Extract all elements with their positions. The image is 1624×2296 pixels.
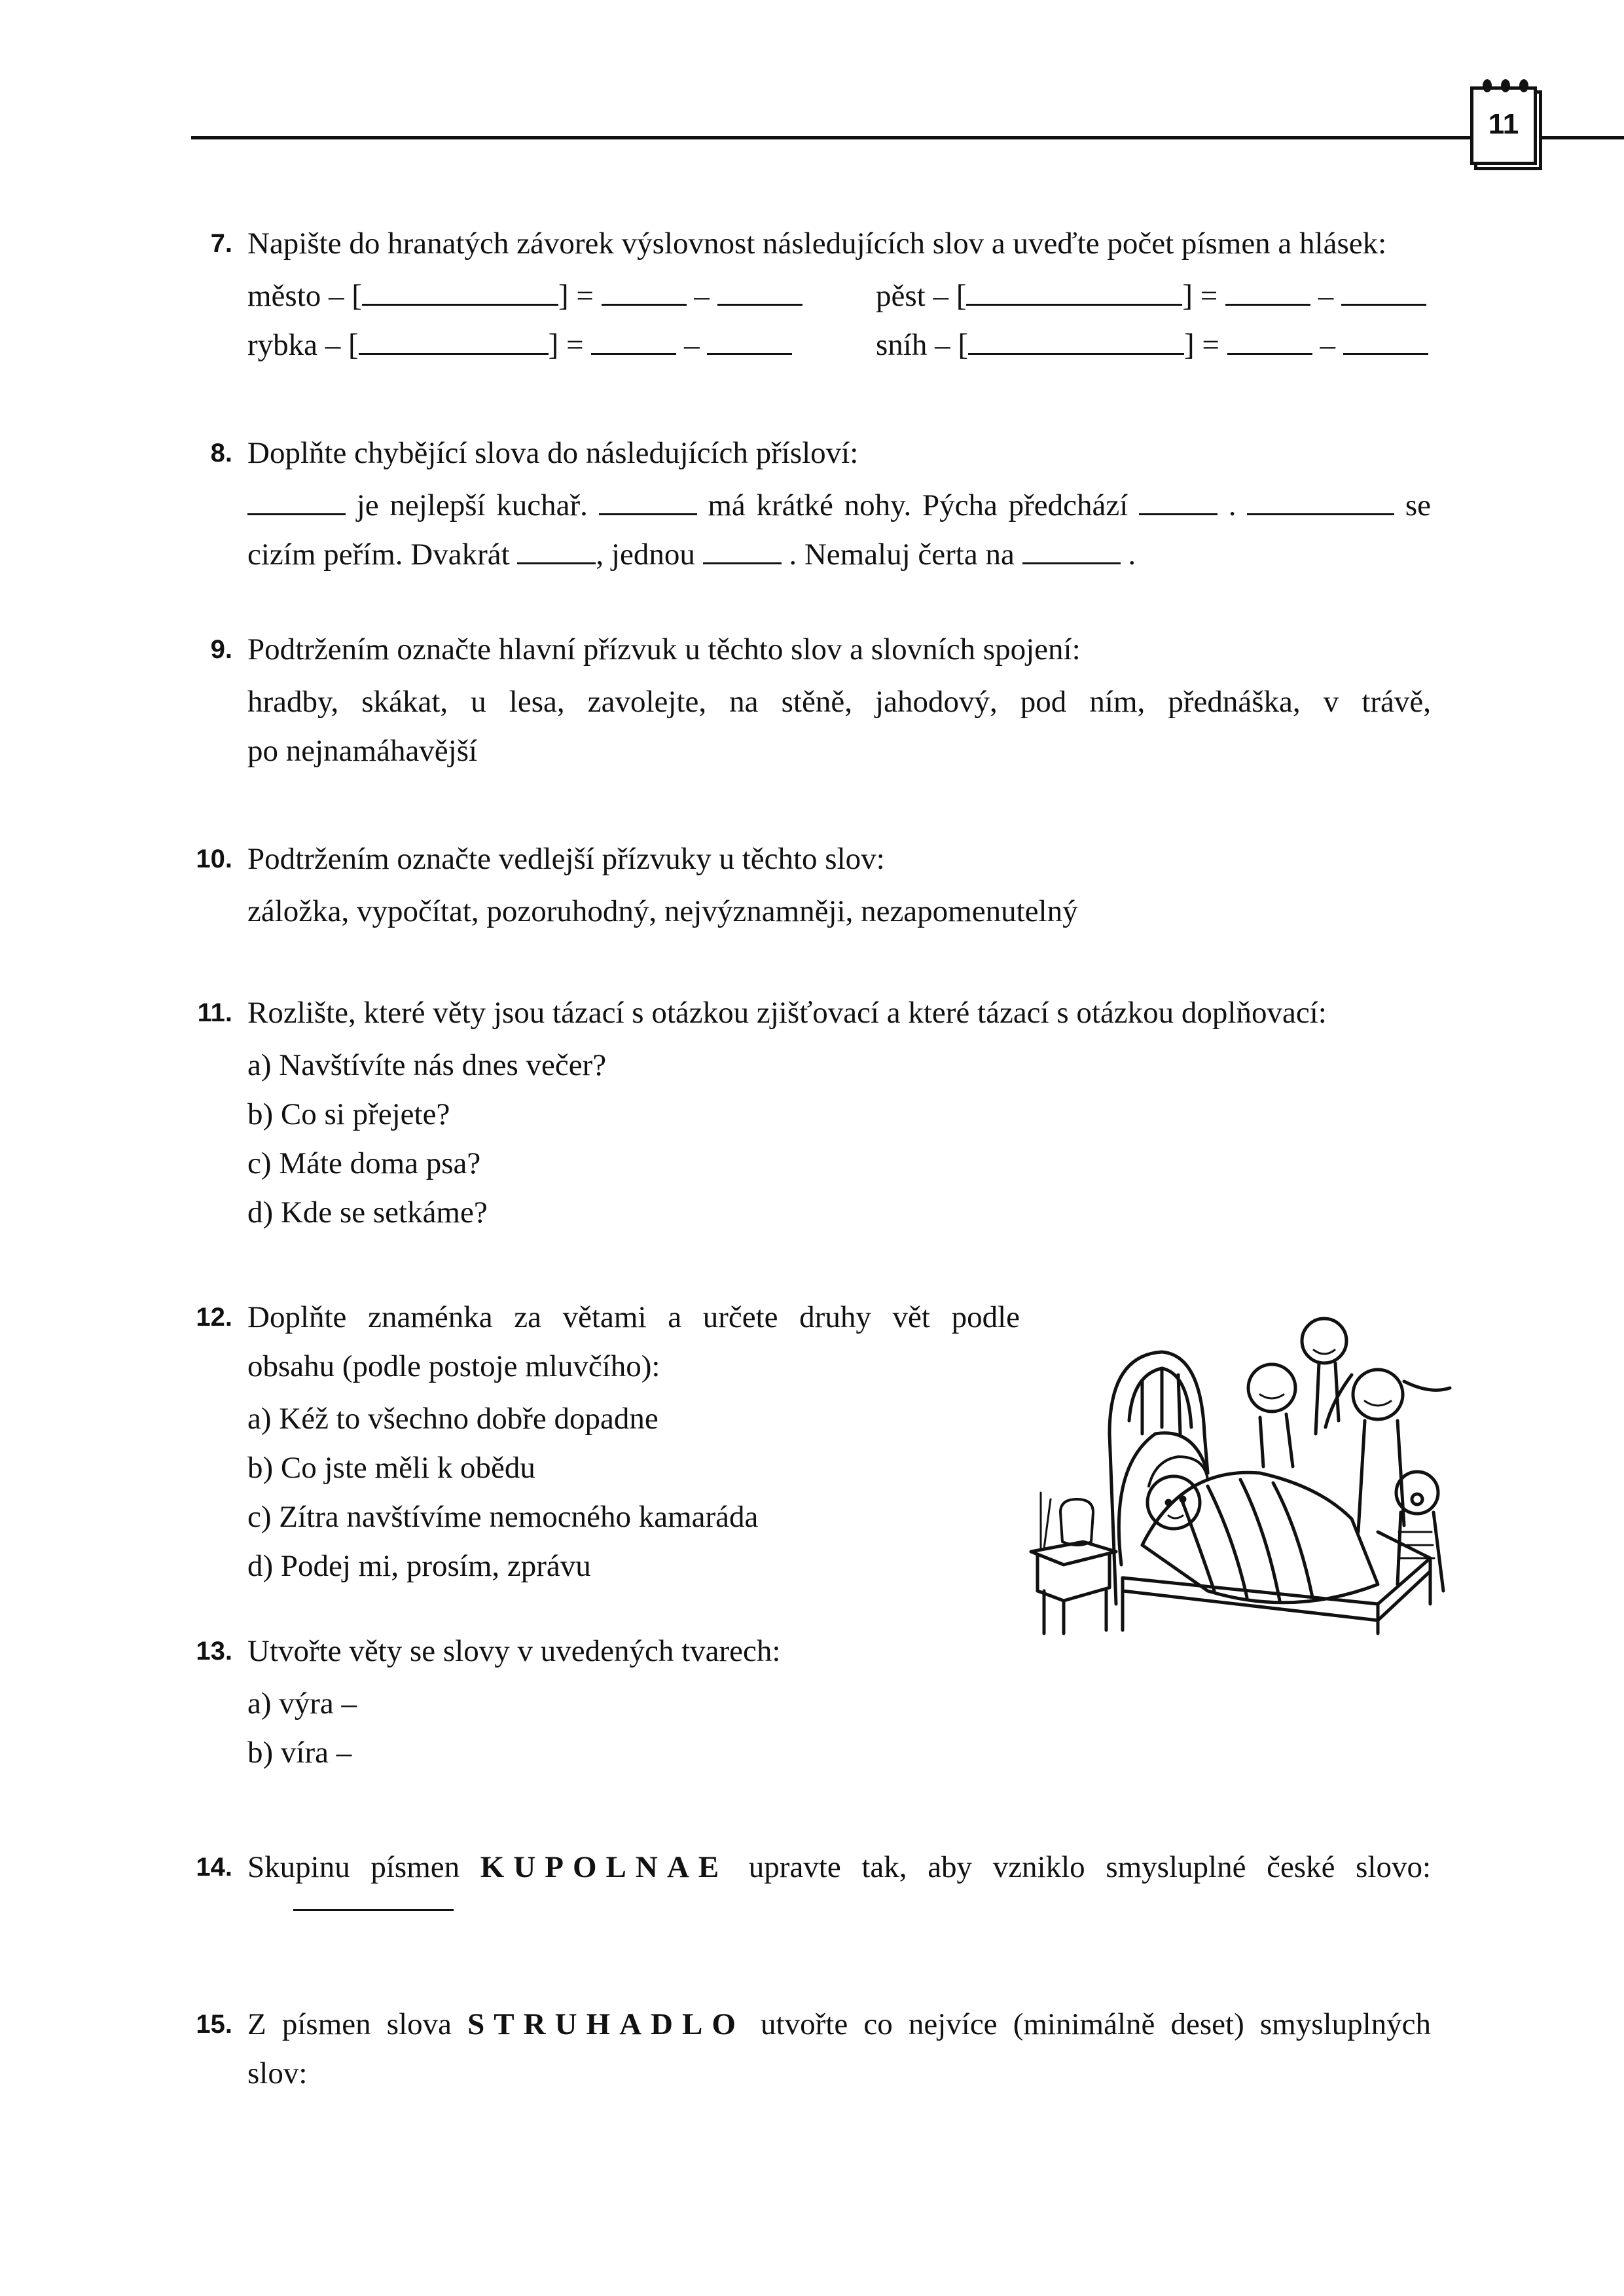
question-number: 7.: [210, 229, 232, 258]
question-prompt: Skupinu písmen KUPOLNAE upravte tak, aby vzniklo smysluplné české slovo:: [247, 1850, 1432, 1884]
question-number: 9.: [210, 635, 232, 664]
sentence-item: b) Co si přejete?: [247, 1097, 450, 1131]
exercise-row: sníh – [ ] = –: [876, 321, 1428, 370]
sentence-item: a) Kéž to všechno dobře dopadne: [247, 1402, 659, 1436]
pronunciation-blank[interactable]: [968, 329, 1184, 355]
sick-child-in-bed-illustration: [1011, 1303, 1463, 1637]
question-number: 8.: [210, 439, 232, 467]
pronunciation-blank[interactable]: [359, 329, 549, 355]
question-number: 14.: [196, 1853, 232, 1882]
word-list-line-1: hradby, skákat, u lesa, zavolejte, na stěně, jahodový, pod ním, přednáška, v trávě,: [247, 685, 1431, 719]
word-list-line-2: po nejnamáhavější: [247, 734, 478, 768]
exercise-row: rybka – [ ] = –: [247, 321, 792, 370]
sentence-item: d) Kde se setkáme?: [247, 1195, 488, 1230]
letters-count-blank[interactable]: [591, 329, 676, 355]
question-prompt: Rozlište, které věty jsou tázací s otázkou zjišťovací a které tázací s otázkou doplňovací:: [247, 996, 1327, 1030]
question-prompt-cont: slov:: [247, 2056, 308, 2090]
question-number: 11.: [197, 998, 232, 1027]
page-number-box: [1470, 86, 1537, 165]
answer-blank[interactable]: [1022, 539, 1121, 564]
letter-group: KUPOLNAE: [480, 1850, 729, 1884]
pronunciation-blank[interactable]: [362, 280, 558, 306]
word-item: b) víra –: [247, 1736, 352, 1770]
sentence-item: a) Navštívíte nás dnes večer?: [247, 1048, 607, 1082]
page-number: 11: [1488, 108, 1519, 140]
answer-blank[interactable]: [1139, 490, 1218, 515]
word-list: záložka, vypočítat, pozoruhodný, nejvýznamněji, nezapomenutelný: [247, 894, 1078, 928]
letters-count-blank[interactable]: [1227, 329, 1312, 355]
sentence-item: d) Podej mi, prosím, zprávu: [247, 1549, 591, 1583]
question-prompt: Napište do hranatých závorek výslovnost následujících slov a uveďte počet písmen a hlásek:: [247, 227, 1387, 261]
notepad-ring-icon: [1519, 79, 1528, 92]
answer-blank[interactable]: [599, 490, 697, 515]
sounds-count-blank[interactable]: [717, 280, 803, 306]
proverbs-line-2: cizím peřím. Dvakrát , jednou . Nemaluj čerta na .: [247, 538, 1136, 572]
question-number: 13.: [196, 1637, 232, 1666]
question-prompt: Doplňte znaménka za větami a určete druhy vět podle: [247, 1300, 1020, 1334]
sounds-count-blank[interactable]: [1343, 329, 1428, 355]
question-number: 12.: [196, 1303, 232, 1332]
question-prompt: Doplňte chybějící slova do následujících přísloví:: [247, 436, 859, 470]
source-word: STRUHADLO: [467, 2007, 745, 2041]
answer-blank[interactable]: [517, 539, 596, 564]
answer-blank[interactable]: [1247, 490, 1394, 515]
answer-blank[interactable]: [247, 490, 346, 515]
letters-count-blank[interactable]: [1225, 280, 1310, 306]
pronunciation-blank[interactable]: [966, 280, 1182, 306]
sounds-count-blank[interactable]: [707, 329, 792, 355]
sounds-count-blank[interactable]: [1341, 280, 1426, 306]
exercise-row: pěst – [ ] = –: [876, 272, 1426, 321]
sentence-item: b) Co jste měli k obědu: [247, 1451, 535, 1485]
letters-count-blank[interactable]: [602, 280, 687, 306]
question-prompt: Utvořte věty se slovy v uvedených tvarech:: [247, 1634, 781, 1668]
notepad-ring-icon: [1501, 79, 1510, 92]
question-prompt-cont: obsahu (podle postoje mluvčího):: [247, 1349, 660, 1383]
question-prompt: Podtržením označte hlavní přízvuk u těchto slov a slovních spojení:: [247, 632, 1081, 666]
header-rule: [191, 136, 1624, 139]
question-number: 15.: [196, 2010, 232, 2039]
exercise-row: město – [ ] = –: [247, 272, 803, 321]
sentence-item: c) Máte doma psa?: [247, 1146, 481, 1180]
notepad-ring-icon: [1483, 79, 1492, 92]
proverbs-line-1: je nejlepší kuchař. má krátké nohy. Pýcha předchází . se: [247, 481, 1431, 530]
answer-blank[interactable]: [293, 1897, 454, 1911]
question-prompt: Podtržením označte vedlejší přízvuky u těchto slov:: [247, 842, 885, 876]
question-number: 10.: [196, 845, 232, 873]
question-prompt: Z písmen slova STRUHADLO utvořte co nejvíce (minimálně deset) smysluplných: [247, 2007, 1432, 2041]
sentence-item: c) Zítra navštívíme nemocného kamaráda: [247, 1500, 759, 1534]
word-item: a) výra –: [247, 1686, 357, 1721]
answer-blank[interactable]: [703, 539, 782, 564]
